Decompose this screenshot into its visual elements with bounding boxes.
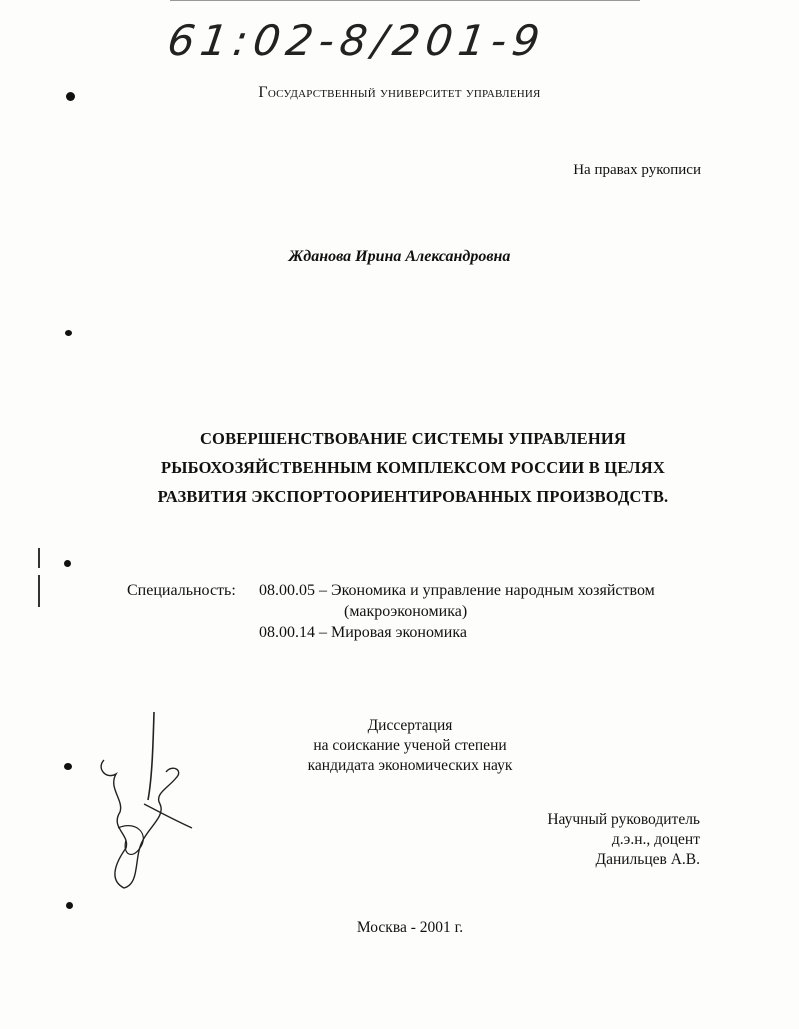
scan-edge	[38, 575, 40, 607]
scan-edge	[38, 548, 40, 568]
advisor-line: Данильцев А.В.	[595, 851, 700, 868]
advisor-line: д.э.н., доцент	[611, 831, 700, 848]
scan-edge	[170, 0, 640, 7]
dissertation-title	[0, 424, 799, 511]
rights-note: На правах рукописи	[573, 162, 701, 178]
scan-dot	[64, 560, 71, 567]
title-line: РАЗВИТИЯ ЭКСПОРТООРИЕНТИРОВАННЫХ ПРОИЗВОДСТВ.	[157, 487, 669, 506]
city-year: Москва - 2001 г.	[356, 919, 464, 936]
dissertation-line: на соискание ученой степени	[313, 737, 507, 754]
scan-dot	[64, 763, 72, 770]
specialty-label: Специальность:	[127, 582, 236, 599]
title-line: СОВЕРШЕНСТВОВАНИЕ СИСТЕМЫ УПРАВЛЕНИЯ	[199, 429, 627, 448]
university-label: Государственный университет управления	[258, 84, 541, 101]
scan-dot	[65, 330, 72, 336]
advisor-line: Научный руководитель	[547, 811, 700, 828]
scan-dot	[66, 902, 73, 909]
specialty-item: 08.00.14 – Мировая экономика	[259, 624, 467, 641]
archive-number: 61:02-8/201-9	[164, 16, 549, 65]
signature	[96, 708, 206, 898]
specialty-item: 08.00.05 – Экономика и управление народным хозяйством	[259, 582, 655, 599]
dissertation-line: Диссертация	[367, 717, 453, 734]
author-name: Жданова Ирина Александровна	[288, 248, 511, 265]
title-line: РЫБОХОЗЯЙСТВЕННЫМ КОМПЛЕКСОМ РОССИИ В ЦЕЛЯХ	[160, 458, 666, 477]
dissertation-line: кандидата экономических наук	[307, 757, 513, 774]
advisor-info	[547, 810, 700, 870]
dissertation-info	[260, 716, 560, 776]
university-name	[0, 84, 799, 102]
specialty-note: (макроэкономика)	[344, 603, 468, 620]
